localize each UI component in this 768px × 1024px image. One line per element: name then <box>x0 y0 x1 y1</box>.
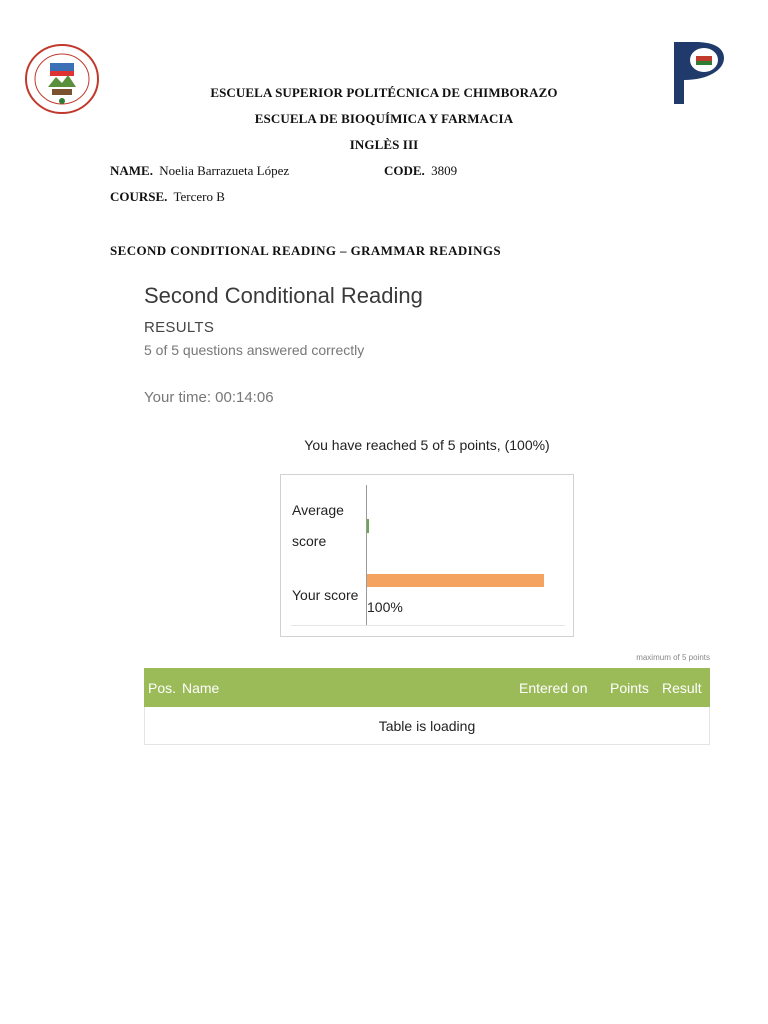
bar-your-score <box>367 574 544 587</box>
quiz-title: Second Conditional Reading <box>144 283 423 308</box>
institution-heading: ESCUELA SUPERIOR POLITÉCNICA DE CHIMBORAZO <box>210 85 558 100</box>
code-label: CODE. <box>384 163 425 178</box>
answered-summary: 5 of 5 questions answered correctly <box>144 342 365 358</box>
table-header <box>144 668 710 707</box>
name-value: Noelia Barrazueta López <box>159 163 290 178</box>
score-chart <box>280 474 574 637</box>
max-points-note: maximum of 5 points <box>636 653 710 662</box>
table-loading-row: Table is loading <box>144 707 710 745</box>
col-entered-on[interactable]: Entered on <box>519 680 588 696</box>
points-reached: You have reached 5 of 5 points, (100%) <box>304 437 550 453</box>
course-value: Tercero B <box>173 189 225 204</box>
x-axis-baseline <box>291 625 565 626</box>
category-label-average-line1: Average <box>292 502 344 518</box>
results-label: RESULTS <box>144 319 215 336</box>
name-label: NAME. <box>110 163 153 178</box>
col-pos[interactable]: Pos. <box>148 680 177 696</box>
subject-heading: INGLÈS III <box>349 137 419 152</box>
code-value: 3809 <box>431 163 458 178</box>
course-label: COURSE. <box>110 189 168 204</box>
school-heading: ESCUELA DE BIOQUÍMICA Y FARMACIA <box>254 111 514 126</box>
col-result[interactable]: Result <box>662 680 702 696</box>
col-points[interactable]: Points <box>610 680 649 696</box>
student-code-field <box>384 163 457 179</box>
section-title: SECOND CONDITIONAL READING – GRAMMAR READINGS <box>110 243 502 258</box>
bar-average-score <box>367 519 369 533</box>
category-label-your-score: Your score <box>292 587 359 603</box>
espoch-seal-logo <box>24 43 100 115</box>
bar-value-label: 100% <box>367 599 403 615</box>
quiz-time: Your time: 00:14:06 <box>144 389 274 406</box>
student-name-field <box>110 163 289 179</box>
leaderboard-table <box>144 668 710 745</box>
col-name[interactable]: Name <box>182 680 220 696</box>
category-label-average-line2: score <box>292 533 327 549</box>
student-course-field <box>110 189 225 205</box>
